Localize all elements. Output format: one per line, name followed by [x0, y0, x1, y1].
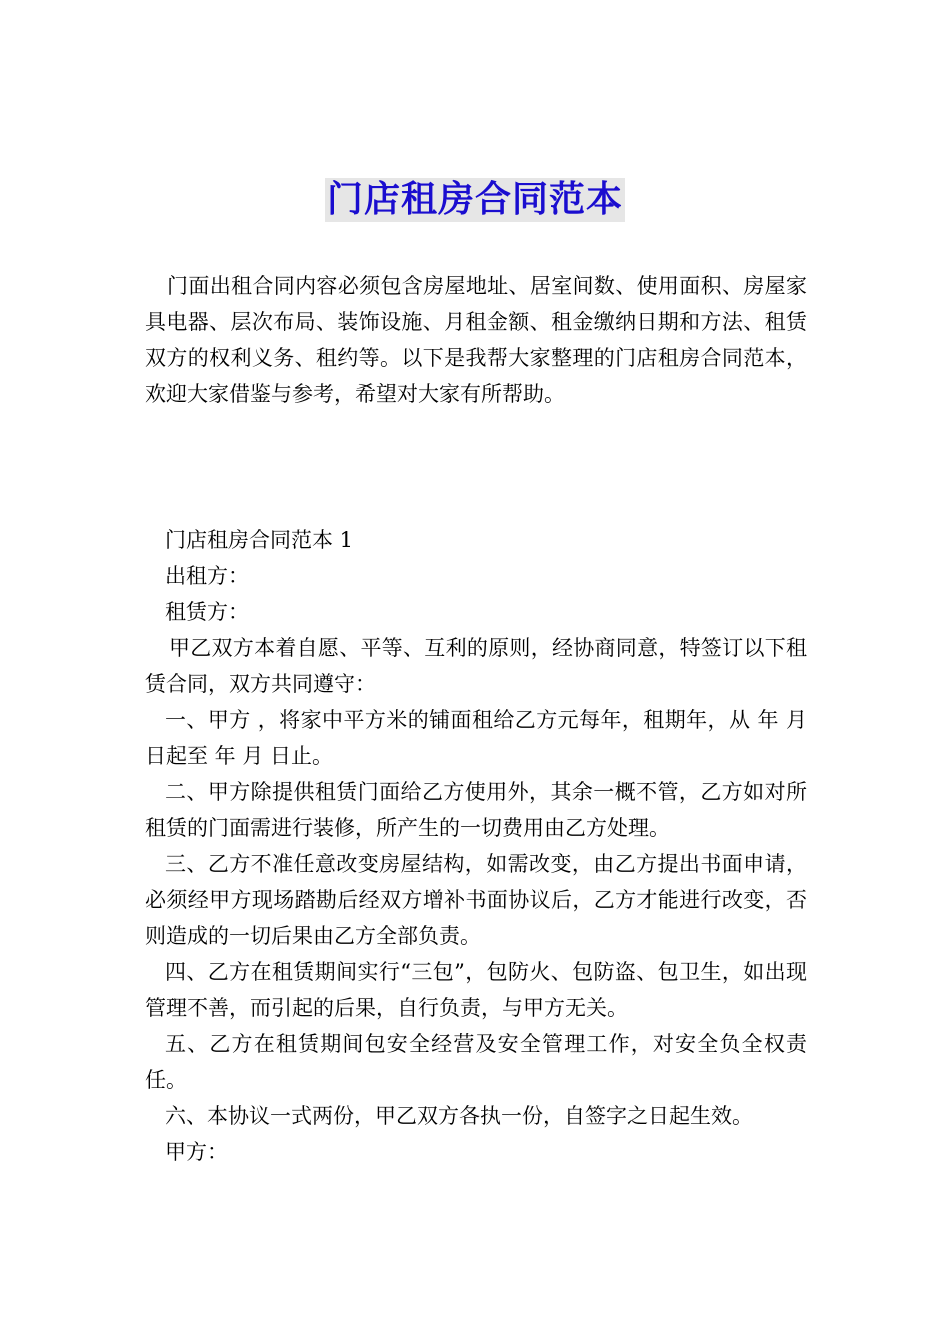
document-title: 门店租房合同范本: [326, 179, 623, 220]
clause-paragraph: 四、乙方在租赁期间实行“三包”，包防火、包防盗、包卫生，如出现管理不善，而引起的后果，自行负责，与甲方无关。: [145, 960, 807, 1020]
lessee-label: 租赁方：: [165, 600, 249, 624]
lessor-label: 出租方：: [165, 564, 249, 588]
clause-paragraph: 五、乙方在租赁期间包安全经营及安全管理工作，对安全负全权责任。: [145, 1032, 807, 1092]
clause-paragraph: 六、本协议一式两份，甲乙双方各执一份，自签字之日起生效。: [165, 1104, 753, 1128]
title-area: [0, 178, 950, 222]
clause-paragraph: 三、乙方不准任意改变房屋结构，如需改变，由乙方提出书面申请，必须经甲方现场踏勘后经双方增补书面协议后，乙方才能进行改变，否则造成的一切后果由乙方全部负责。: [145, 852, 807, 948]
preamble-paragraph: 甲乙双方本着自愿、平等、互利的原则，经协商同意，特签订以下租赁合同，双方共同遵守：: [145, 636, 807, 696]
party-a-label: 甲方：: [165, 1140, 228, 1164]
contract-body: [145, 522, 807, 1170]
section-heading: 门店租房合同范本 1: [165, 528, 354, 552]
intro-section: [145, 268, 807, 412]
clause-paragraph: 二、甲方除提供租赁门面给乙方使用外，其余一概不管，乙方如对所租赁的门面需进行装修，所产生的一切费用由乙方处理。: [145, 780, 807, 840]
intro-paragraph: 门面出租合同内容必须包含房屋地址、居室间数、使用面积、房屋家具电器、层次布局、装饰设施、月租金额、租金缴纳日期和方法、租赁双方的权利义务、租约等。以下是我帮大家整理的门店租房合同范本，欢迎大家借鉴与参考，希望对大家有所帮助。: [145, 274, 807, 406]
clause-paragraph: 一、甲方 ，将家中平方米的铺面租给乙方元每年，租期年，从 年 月 日起至 年 月 日止。: [145, 708, 807, 768]
